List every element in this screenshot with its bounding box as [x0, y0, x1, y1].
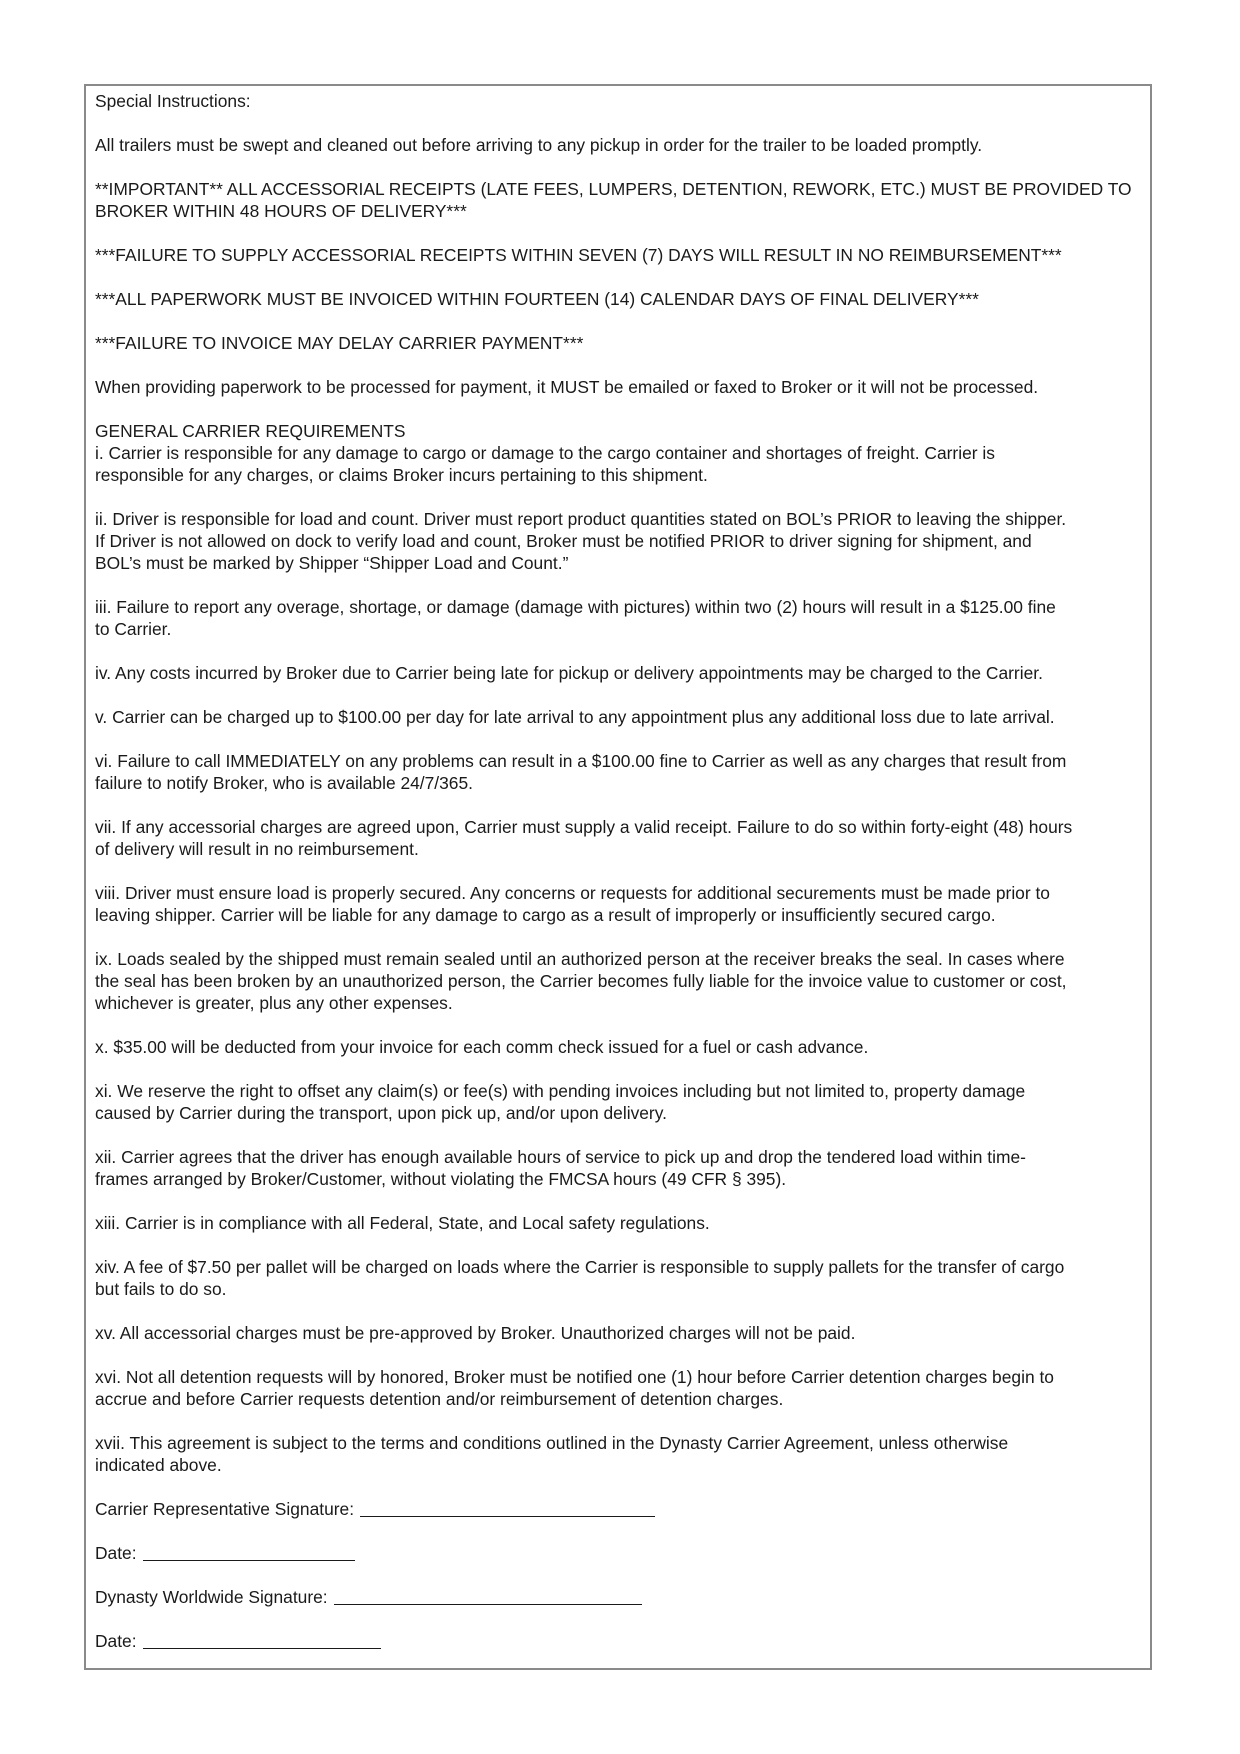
requirement-line: BOL’s must be marked by Shipper “Shipper Load and Count.” — [95, 553, 569, 573]
requirement-line: responsible for any charges, or claims Broker incurs pertaining to this shipment. — [95, 465, 708, 485]
date-row-2 — [95, 1630, 1140, 1652]
requirement-line: xi. We reserve the right to offset any claim(s) or fee(s) with pending invoices including but not limited to, property damage — [95, 1081, 1026, 1101]
carrier-signature-label: Carrier Representative Signature: — [95, 1499, 355, 1519]
requirement-line: to Carrier. — [95, 619, 172, 639]
requirement-line: whichever is greater, plus any other expenses. — [95, 993, 453, 1013]
requirement-line: caused by Carrier during the transport, upon pick up, and/or upon delivery. — [95, 1103, 667, 1123]
requirement-item — [95, 1322, 1140, 1344]
requirement-item — [95, 1146, 1140, 1190]
date-label-1: Date: — [95, 1543, 137, 1563]
requirement-line: i. Carrier is responsible for any damage to cargo or damage to the cargo container and shortages of freight. Carrier is — [95, 443, 995, 463]
requirement-item — [95, 750, 1140, 794]
requirement-line: vi. Failure to call IMMEDIATELY on any problems can result in a $100.00 fine to Carrier as well as any charges that result from — [95, 751, 1067, 771]
requirement-line: but fails to do so. — [95, 1279, 227, 1299]
failure-receipts-paragraph — [95, 244, 1140, 266]
dynasty-signature-label: Dynasty Worldwide Signature: — [95, 1587, 328, 1607]
requirement-item — [95, 1256, 1140, 1300]
important-paragraph — [95, 178, 1140, 222]
trailers-paragraph — [95, 134, 1140, 156]
requirement-item — [95, 1432, 1140, 1476]
instructions-frame — [84, 84, 1152, 1670]
requirement-line: xv. All accessorial charges must be pre-approved by Broker. Unauthorized charges will not be paid. — [95, 1323, 856, 1343]
requirement-line: v. Carrier can be charged up to $100.00 per day for late arrival to any appointment plus any additional loss due to late arrival. — [95, 707, 1055, 727]
requirement-item — [95, 1212, 1140, 1234]
requirements-list — [95, 442, 1140, 1476]
requirement-line: ii. Driver is responsible for load and count. Driver must report product quantities stated on BOL’s PRIOR to leaving the shipper. — [95, 509, 1067, 529]
dynasty-signature-row — [95, 1586, 1140, 1608]
requirement-line: viii. Driver must ensure load is properly secured. Any concerns or requests for additional securements must be made prior to — [95, 883, 1050, 903]
requirement-item — [95, 442, 1140, 486]
general-requirements-heading: GENERAL CARRIER REQUIREMENTS — [95, 421, 406, 441]
requirement-line: of delivery will result in no reimbursement. — [95, 839, 419, 859]
requirement-line: xvii. This agreement is subject to the terms and conditions outlined in the Dynasty Carrier Agreement, unless otherwise — [95, 1433, 1009, 1453]
requirement-line: frames arranged by Broker/Customer, without violating the FMCSA hours (49 CFR § 395). — [95, 1169, 787, 1189]
date-line-2[interactable] — [143, 1634, 381, 1649]
requirement-item — [95, 816, 1140, 860]
requirement-line: xiv. A fee of $7.50 per pallet will be charged on loads where the Carrier is responsible to supply pallets for the transfer of cargo — [95, 1257, 1065, 1277]
providing-paragraph — [95, 376, 1140, 398]
requirement-line: iv. Any costs incurred by Broker due to Carrier being late for pickup or delivery appointments may be charged to the Carrier. — [95, 663, 1043, 683]
carrier-signature-row — [95, 1498, 1140, 1520]
important-line-1: **IMPORTANT** ALL ACCESSORIAL RECEIPTS (LATE FEES, LUMPERS, DETENTION, REWORK, ETC.) MUST BE PROVIDED TO — [95, 179, 1132, 199]
requirement-line: If Driver is not allowed on dock to verify load and count, Broker must be notified PRIOR to driver signing for shipment, and — [95, 531, 1032, 551]
failure-receipts-text: ***FAILURE TO SUPPLY ACCESSORIAL RECEIPTS WITHIN SEVEN (7) DAYS WILL RESULT IN NO REIMBURSEMENT*** — [95, 245, 1062, 265]
requirement-line: ix. Loads sealed by the shipped must remain sealed until an authorized person at the receiver breaks the seal. In cases where — [95, 949, 1065, 969]
paperwork-paragraph — [95, 288, 1140, 310]
requirement-item — [95, 948, 1140, 1014]
trailers-text: All trailers must be swept and cleaned out before arriving to any pickup in order for the trailer to be loaded promptly. — [95, 135, 983, 155]
requirement-item — [95, 706, 1140, 728]
requirement-item — [95, 508, 1140, 574]
requirement-item — [95, 596, 1140, 640]
date-row-1 — [95, 1542, 1140, 1564]
requirement-line: failure to notify Broker, who is available 24/7/365. — [95, 773, 473, 793]
special-instructions-heading-block — [95, 90, 1140, 112]
date-line-1[interactable] — [143, 1546, 355, 1561]
requirement-line: iii. Failure to report any overage, shortage, or damage (damage with pictures) within two (2) hours will result in a $125.00 fine — [95, 597, 1056, 617]
date-label-2: Date: — [95, 1631, 137, 1651]
requirement-line: accrue and before Carrier requests detention and/or reimbursement of detention charges. — [95, 1389, 784, 1409]
requirement-line: xvi. Not all detention requests will by honored, Broker must be notified one (1) hour before Carrier detention charges begin to — [95, 1367, 1054, 1387]
requirement-item — [95, 882, 1140, 926]
providing-text: When providing paperwork to be processed for payment, it MUST be emailed or faxed to Broker or it will not be processed. — [95, 377, 1039, 397]
requirement-line: xii. Carrier agrees that the driver has enough available hours of service to pick up and drop the tendered load within time- — [95, 1147, 1026, 1167]
carrier-signature-line[interactable] — [360, 1502, 655, 1517]
requirement-item — [95, 1366, 1140, 1410]
special-instructions-heading: Special Instructions: — [95, 91, 251, 111]
requirement-item — [95, 1080, 1140, 1124]
requirement-item — [95, 1036, 1140, 1058]
dynasty-signature-line[interactable] — [334, 1590, 642, 1605]
requirement-line: leaving shipper. Carrier will be liable for any damage to cargo as a result of improperly or insufficiently secured cargo. — [95, 905, 996, 925]
requirement-line: xiii. Carrier is in compliance with all Federal, State, and Local safety regulations. — [95, 1213, 710, 1233]
requirement-line: x. $35.00 will be deducted from your invoice for each comm check issued for a fuel or cash advance. — [95, 1037, 869, 1057]
requirement-line: vii. If any accessorial charges are agreed upon, Carrier must supply a valid receipt. Failure to do so within forty-eight (48) hours — [95, 817, 1073, 837]
failure-invoice-paragraph — [95, 332, 1140, 354]
requirement-item — [95, 662, 1140, 684]
requirement-line: the seal has been broken by an unauthorized person, the Carrier becomes fully liable for the invoice value to customer or cost, — [95, 971, 1067, 991]
paperwork-text: ***ALL PAPERWORK MUST BE INVOICED WITHIN FOURTEEN (14) CALENDAR DAYS OF FINAL DELIVERY*** — [95, 289, 979, 309]
general-requirements-section — [95, 420, 1140, 1476]
important-line-2: BROKER WITHIN 48 HOURS OF DELIVERY*** — [95, 201, 467, 221]
failure-invoice-text: ***FAILURE TO INVOICE MAY DELAY CARRIER PAYMENT*** — [95, 333, 584, 353]
requirement-line: indicated above. — [95, 1455, 222, 1475]
